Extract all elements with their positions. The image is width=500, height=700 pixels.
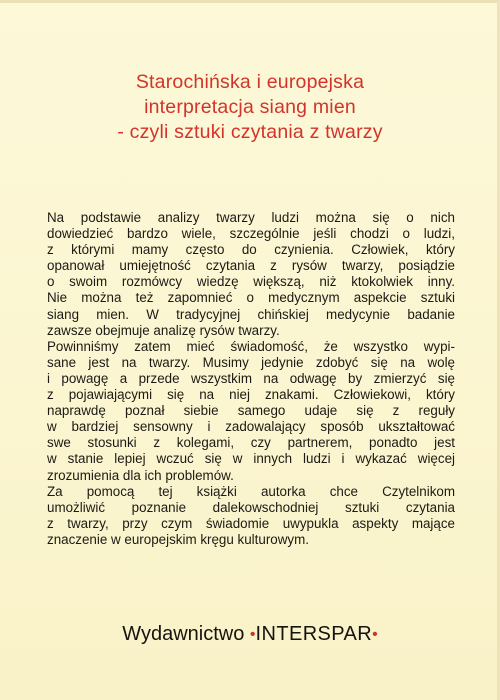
title-line-2: interpretacja siang mien xyxy=(144,96,356,118)
blurb-line: Na podstawie analizy twarzy ludzi można się o nich xyxy=(47,210,455,225)
publisher-imprint xyxy=(0,622,500,648)
blurb-line: o swoim rozmówcy wiedzę większą, niż ktokolwiek inny. xyxy=(47,274,455,290)
blurb-line: Za pomocą tej książki autorka chce Czytelnikom xyxy=(47,483,455,499)
blurb-line: Powinniśmy zatem mieć świadomość, że wszystko wypi- xyxy=(47,338,455,354)
blurb-line: opanował umiejętność czytania z rysów twarzy, posiądzie xyxy=(47,258,455,274)
blurb-line: zrozumienia dla ich problemów. xyxy=(47,467,234,483)
blurb-line: zawsze obejmuje analizę rysów twarzy. xyxy=(47,322,280,338)
blurb-line: w bardziej sensowny i zadowalający sposób ukształtować xyxy=(47,419,455,435)
top-edge-decoration xyxy=(0,0,500,3)
title-line-1: Starochińska i europejska xyxy=(135,71,365,93)
blurb-line: dowiedzieć bardzo wiele, szczególnie jeśli chodzi o ludzi, xyxy=(47,226,455,242)
publisher-dot-right: • xyxy=(372,626,378,643)
title-line-3: - czyli sztuki czytania z twarzy xyxy=(117,121,383,143)
blurb-line: znaczenie w europejskim kręgu kulturowym. xyxy=(47,531,309,547)
book-title xyxy=(50,70,450,145)
publisher-prefix: Wydawnictwo xyxy=(122,623,245,645)
blurb-line: z którymi mamy często do czynienia. Człowiek, który xyxy=(47,242,455,258)
blurb-line: naprawdę poznał siebie samego udaje się z reguły xyxy=(47,403,455,419)
publisher-brand: INTERSPAR xyxy=(255,623,373,645)
blurb-line: w stanie lepiej wczuć się w innych ludzi i wykazać więcej xyxy=(47,451,455,467)
blurb-line: i powagę a przede wszystkim na odwagę by zmierzyć się xyxy=(47,370,455,386)
blurb-text xyxy=(47,210,455,548)
blurb-line: z pojawiającymi się na niej znakami. Człowiekowi, który xyxy=(47,387,455,403)
blurb-line: siang mien. W tradycyjnej chińskiej medycynie badanie xyxy=(47,306,455,322)
blurb-line: swe stosunki z kolegami, czy partnerem, ponadto jest xyxy=(47,435,455,451)
blurb-line: Nie można też zapomnieć o medycznym aspekcie sztuki xyxy=(47,290,455,306)
publisher-dot-left: • xyxy=(249,626,256,643)
blurb-line: z twarzy, przy czym świadomie uwypukla aspekty mające xyxy=(47,515,455,531)
blurb-line: sane jest na twarzy. Musimy jedynie zdobyć się na wolę xyxy=(47,354,455,370)
blurb-line: umożliwić poznanie dalekowschodniej sztuki czytania xyxy=(47,499,455,515)
